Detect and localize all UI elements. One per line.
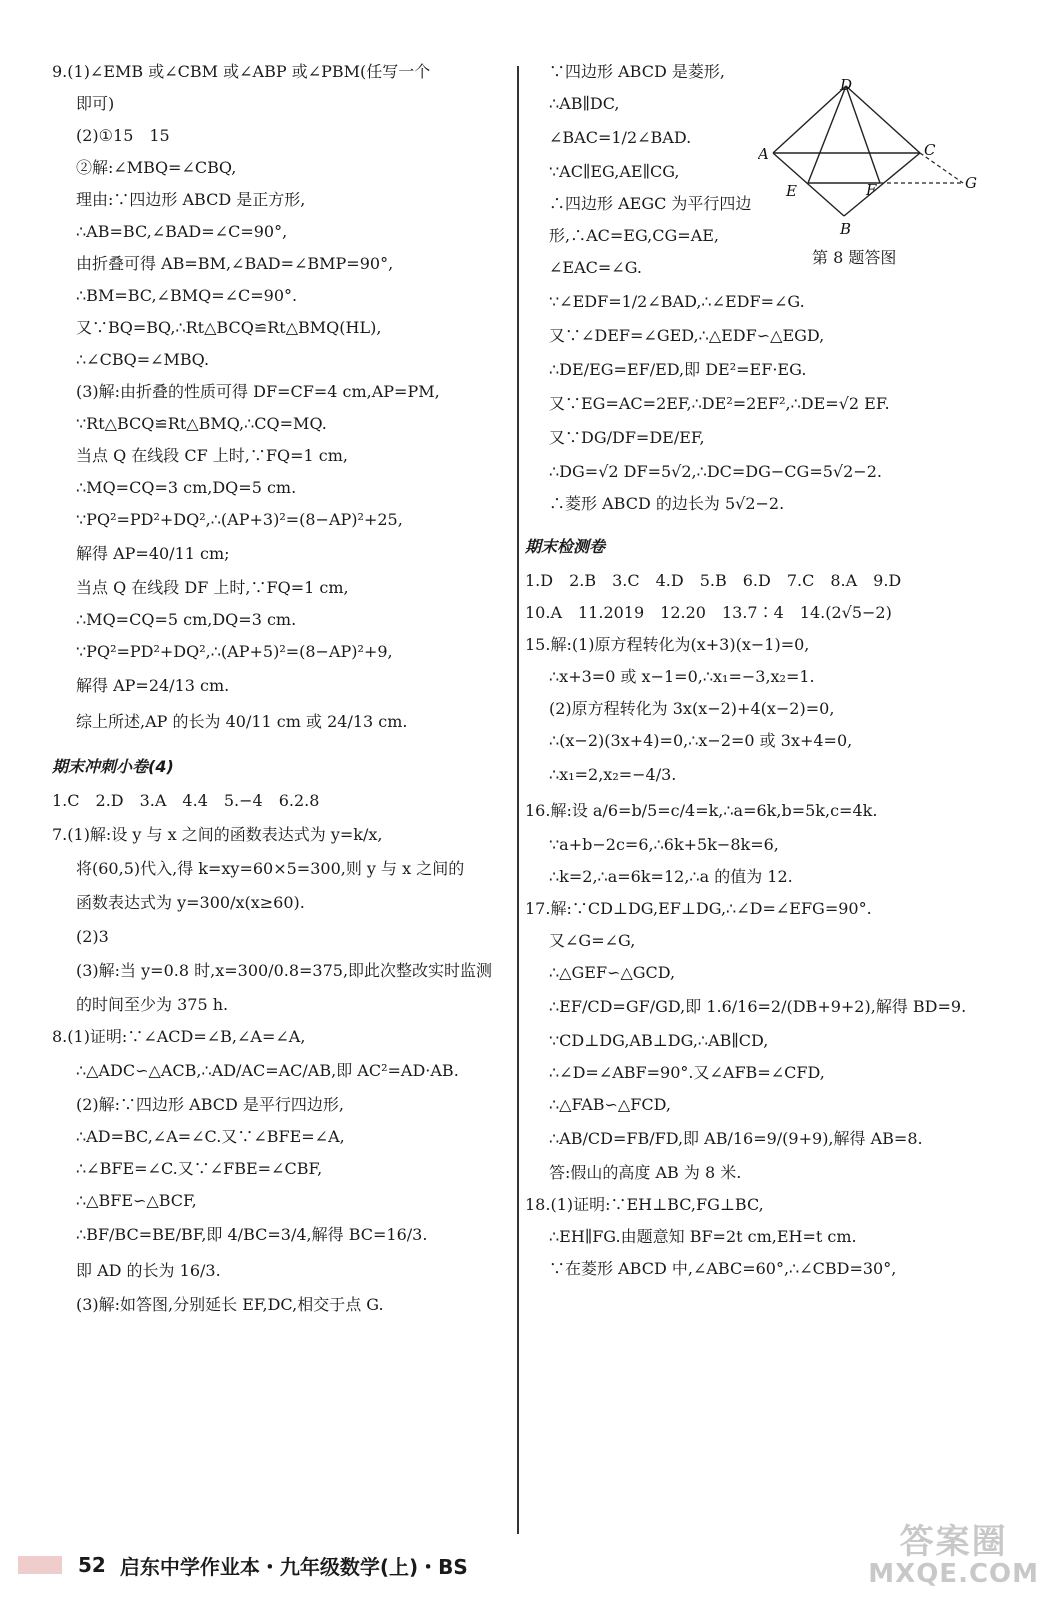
answer-line: 的时间至少为 375 h. (76, 995, 229, 1014)
answer-line: ∵AC∥EG,AE∥CG, (549, 162, 680, 181)
answer-line: 1.D 2.B 3.C 4.D 5.B 6.D 7.C 8.A 9.D (525, 571, 902, 590)
answer-line: (2)解:∵四边形 ABCD 是平行四边形, (76, 1095, 344, 1114)
answer-line: ∵Rt△BCQ≌Rt△BMQ,∴CQ=MQ. (76, 414, 327, 433)
answer-line: ∴AB∥DC, (549, 94, 620, 113)
answer-line: (3)解:当 y=0.8 时,x=300/0.8=375,即此次整改实时监测 (76, 961, 493, 980)
answer-line: 即 AD 的长为 16/3. (76, 1261, 221, 1280)
answer-line: (2)3 (76, 927, 109, 946)
page-number: 52 (78, 1553, 106, 1577)
answer-line: ∴△ADC∽△ACB,∴AD/AC=AC/AB,即 AC²=AD·AB. (76, 1061, 459, 1080)
answer-line: 即可) (76, 94, 115, 113)
answer-line: 18.(1)证明:∵EH⊥BC,FG⊥BC, (525, 1195, 764, 1214)
answer-line: (2)原方程转化为 3x(x−2)+4(x−2)=0, (549, 699, 835, 718)
answer-line: ∴四边形 AEGC 为平行四边 (549, 194, 752, 213)
page-footer (18, 1550, 468, 1580)
answer-line: ∴MQ=CQ=5 cm,DQ=3 cm. (76, 610, 297, 629)
answer-line: 17.解:∵CD⊥DG,EF⊥DG,∴∠D=∠EFG=90°. (525, 899, 872, 918)
fig-label-d: D (840, 78, 853, 94)
answer-line: 由折叠可得 AB=BM,∠BAD=∠BMP=90°, (76, 254, 394, 273)
answer-line: 答:假山的高度 AB 为 8 米. (549, 1163, 742, 1182)
answer-line: ∴k=2,∴a=6k=12,∴a 的值为 12. (549, 867, 793, 886)
section-heading: 期末冲刺小卷(4) (52, 757, 174, 776)
answer-line: 9.(1)∠EMB 或∠CBM 或∠ABP 或∠PBM(任写一个 (52, 62, 431, 81)
fig-label-f: F (866, 181, 877, 199)
answer-line: ∴AB=BC,∠BAD=∠C=90°, (76, 222, 288, 241)
answer-line: ∠EAC=∠G. (549, 258, 642, 277)
answer-line: ∴BF/BC=BE/BF,即 4/BC=3/4,解得 BC=16/3. (76, 1225, 428, 1244)
answer-line: 7.(1)解:设 y 与 x 之间的函数表达式为 y=k/x, (52, 825, 383, 844)
answer-line: ∴∠D=∠ABF=90°.又∠AFB=∠CFD, (549, 1063, 825, 1082)
fig-seg-de (808, 86, 846, 183)
answer-line: (2)①15 15 (76, 126, 170, 145)
answer-line: ∴△BFE∽△BCF, (76, 1191, 197, 1210)
answer-line: 函数表达式为 y=300/x(x≥60). (76, 893, 305, 912)
answer-line: ∴△FAB∽△FCD, (549, 1095, 671, 1114)
answer-line: 又∵EG=AC=2EF,∴DE²=2EF²,∴DE=√2 EF. (549, 394, 890, 413)
answer-line: ∵PQ²=PD²+DQ²,∴(AP+5)²=(8−AP)²+9, (76, 642, 393, 661)
answer-line: 解得 AP=40/11 cm; (76, 544, 230, 563)
answer-line: 形,∴AC=EG,CG=AE, (549, 226, 720, 245)
answer-line: ∴AD=BC,∠A=∠C.又∵∠BFE=∠A, (76, 1127, 345, 1146)
answer-line: ∴x₁=2,x₂=−4/3. (549, 765, 677, 784)
answer-line: ∵∠EDF=1/2∠BAD,∴∠EDF=∠G. (549, 292, 805, 311)
column-divider (517, 66, 519, 1534)
answer-line: ∴x+3=0 或 x−1=0,∴x₁=−3,x₂=1. (549, 667, 815, 686)
answer-line: (3)解:由折叠的性质可得 DF=CF=4 cm,AP=PM, (76, 382, 440, 401)
answer-line: 10.A 11.2019 12.20 13.7∶4 14.(2√5−2) (525, 603, 892, 622)
answer-line: 将(60,5)代入,得 k=xy=60×5=300,则 y 与 x 之间的 (76, 859, 465, 878)
answer-line: ∴△GEF∽△GCD, (549, 963, 676, 982)
answer-line: 理由:∵四边形 ABCD 是正方形, (76, 190, 306, 209)
answer-line: ∴∠CBQ=∠MBQ. (76, 350, 210, 369)
left-column (52, 62, 514, 1327)
fig-label-g: G (965, 174, 977, 192)
fig-edge-da (773, 86, 846, 153)
section-heading: 期末检测卷 (525, 537, 606, 556)
answer-line: ∴AB/CD=FB/FD,即 AB/16=9/(9+9),解得 AB=8. (549, 1129, 923, 1148)
fig-label-a: A (758, 145, 769, 163)
watermark-logo (868, 1514, 1039, 1589)
watermark-top: 答案圈 (899, 1522, 1008, 1562)
answer-line: 8.(1)证明:∵∠ACD=∠B,∠A=∠A, (52, 1027, 306, 1046)
answer-line: ∴BM=BC,∠BMQ=∠C=90°. (76, 286, 298, 305)
answer-line: ②解:∠MBQ=∠CBQ, (76, 158, 237, 177)
answer-line: ∵四边形 ABCD 是菱形, (549, 62, 725, 81)
answer-line: ∵在菱形 ABCD 中,∠ABC=60°,∴∠CBD=30°, (549, 1259, 897, 1278)
rhombus-figure (758, 78, 988, 268)
watermark-bottom: MXQE.COM (868, 1559, 1039, 1589)
fig-edge-cb (844, 153, 920, 216)
answer-line: 当点 Q 在线段 DF 上时,∵FQ=1 cm, (76, 578, 349, 597)
answer-line: ∴∠BFE=∠C.又∵∠FBE=∠CBF, (76, 1159, 323, 1178)
answer-line: 又∵DG/DF=DE/EF, (549, 428, 705, 447)
answer-line: ∴EH∥FG.由题意知 BF=2t cm,EH=t cm. (549, 1227, 857, 1246)
answer-line: 16.解:设 a/6=b/5=c/4=k,∴a=6k,b=5k,c=4k. (525, 801, 878, 820)
answer-line: (3)解:如答图,分别延长 EF,DC,相交于点 G. (76, 1295, 384, 1314)
figure-caption: 第 8 题答图 (812, 248, 897, 267)
answer-line: ∴(x−2)(3x+4)=0,∴x−2=0 或 3x+4=0, (549, 731, 853, 750)
answer-line: ∴MQ=CQ=3 cm,DQ=5 cm. (76, 478, 297, 497)
answer-line: ∴EF/CD=GF/GD,即 1.6/16=2/(DB+9+2),解得 BD=9. (549, 997, 967, 1016)
answer-line: 解得 AP=24/13 cm. (76, 676, 230, 695)
fig-label-e: E (786, 182, 797, 200)
answer-line: 又∠G=∠G, (549, 931, 636, 950)
answer-line: ∵PQ²=PD²+DQ²,∴(AP+3)²=(8−AP)²+25, (76, 510, 403, 529)
answer-line: ∴菱形 ABCD 的边长为 5√2−2. (549, 494, 785, 513)
fig-label-b: B (840, 220, 852, 238)
fig-label-c: C (924, 141, 936, 159)
answer-line: 综上所述,AP 的长为 40/11 cm 或 24/13 cm. (76, 712, 408, 731)
footer-decor-bar (18, 1556, 62, 1574)
answer-line: 15.解:(1)原方程转化为(x+3)(x−1)=0, (525, 635, 810, 654)
answer-line: 当点 Q 在线段 CF 上时,∵FQ=1 cm, (76, 446, 349, 465)
fig-edge-ab (773, 153, 844, 216)
answer-line: ∵a+b−2c=6,∴6k+5k−8k=6, (549, 835, 779, 854)
answer-line: ∵CD⊥DG,AB⊥DG,∴AB∥CD, (549, 1031, 769, 1050)
answer-line: 又∵BQ=BQ,∴Rt△BCQ≌Rt△BMQ(HL), (76, 318, 382, 337)
answer-line: 1.C 2.D 3.A 4.4 5.−4 6.2.8 (52, 791, 320, 810)
answer-line: ∠BAC=1/2∠BAD. (549, 128, 692, 147)
answer-line: ∴DG=√2 DF=5√2,∴DC=DG−CG=5√2−2. (549, 462, 882, 481)
book-title: 启东中学作业本・九年级数学(上)・BS (119, 1554, 468, 1579)
answer-line: ∴DE/EG=EF/ED,即 DE²=EF·EG. (549, 360, 807, 379)
answer-line: 又∵∠DEF=∠GED,∴△EDF∽△EGD, (549, 326, 825, 345)
